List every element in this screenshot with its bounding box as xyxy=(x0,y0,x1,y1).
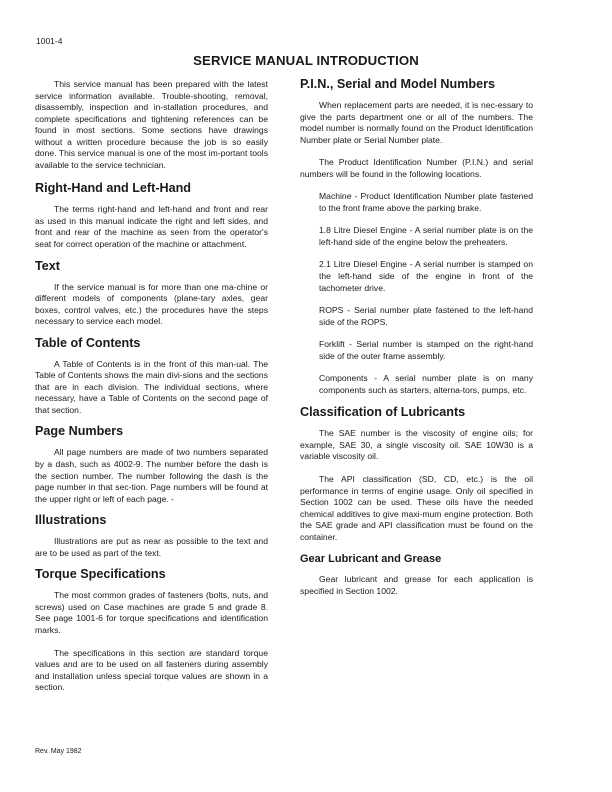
heading-page-numbers: Page Numbers xyxy=(35,424,124,439)
right-column xyxy=(300,77,533,597)
intro-paragraph: This service manual has been prepared with the latest service information available. Trouble-shooting, removal, disassembly, inspection and in-stallation procedures, and complete specifications and tightening references can be found in most sections. Some sections have drawings without a written procedure because the job is so easily done. This service manual is one of the most im-portant tools available to the service technician. xyxy=(35,79,268,170)
location-forklift: Forklift - Serial number is stamped on the right-hand side of the outer frame assembly. xyxy=(319,339,533,361)
heading-right-left-hand: Right-Hand and Left-Hand xyxy=(35,181,192,196)
heading-classification-of-lubricants: Classification of Lubricants xyxy=(300,405,466,420)
heading-gear-lubricant-grease: Gear Lubricant and Grease xyxy=(300,553,442,566)
lubricants-paragraph-1: The SAE number is the viscosity of engine oils; for example, SAE 30, a single viscosity oil. SAE 10W30 is a variable viscosity oil. xyxy=(300,428,533,462)
table-of-contents-paragraph: A Table of Contents is in the front of this man-ual. The Table of Contents shows the main divi-sions and the sections that are in each division. The individual sections, where necessary, have a Table of Contents on the second page of that section. xyxy=(35,358,268,415)
heading-illustrations: Illustrations xyxy=(35,513,107,528)
text-paragraph: If the service manual is for more than one ma-chine or different models of components (plane-tary axles, gear boxes, control valves, etc.) the procedures have the steps necessary to service each model. xyxy=(35,281,268,327)
location-components: Components - A serial number plate is on many components such as starters, alterna-tors, pumps, etc. xyxy=(319,373,533,395)
heading-pin-serial-model: P.I.N., Serial and Model Numbers xyxy=(300,77,496,91)
location-rops: ROPS - Serial number plate fastened to the left-hand side of the ROPS. xyxy=(319,305,533,327)
page-numbers-paragraph: All page numbers are made of two numbers separated by a dash, such as 4002-9. The number before the dash is the section number. The number following the dash is the page number in that sec-tion. Page numbers will be found at the upper right or left of each page. - xyxy=(35,447,268,504)
location-machine: Machine - Product Identification Number plate fastened to the front frame above the parking brake. xyxy=(319,191,533,213)
heading-text: Text xyxy=(35,258,60,273)
gear-lubricant-paragraph: Gear lubricant and grease for each application is specified in Section 1002. xyxy=(300,574,533,596)
illustrations-paragraph: Illustrations are put as near as possible to the text and are to be used as part of the text. xyxy=(35,536,268,558)
left-column xyxy=(35,79,268,694)
right-left-hand-paragraph: The terms right-hand and left-hand and front and rear as used in this manual indicate the right and left sides, and front and rear of the machine as seen from the operator's seat for correct operation of the machine or attachment. xyxy=(35,204,268,250)
page-number: 1001-4 xyxy=(36,36,63,46)
pin-paragraph-1: When replacement parts are needed, it is nec-essary to give the parts department one or all of the numbers. The model number is normally found on the Product Identification Number plate or Serial Number plate. xyxy=(300,100,533,145)
page-title: SERVICE MANUAL INTRODUCTION xyxy=(193,53,419,68)
heading-torque-specifications: Torque Specifications xyxy=(35,567,166,582)
location-2-1-engine: 2.1 Litre Diesel Engine - A serial number is stamped on the left-hand side of the engine in front of the tachometer drive. xyxy=(319,259,533,293)
pin-paragraph-2: The Product Identification Number (P.I.N.) and serial numbers will be found in the following locations. xyxy=(300,157,533,179)
heading-table-of-contents: Table of Contents xyxy=(35,335,141,350)
torque-paragraph-2: The specifications in this section are standard torque values and are to be used on all fasteners during assembly and installation unless special torque values are shown in a section. xyxy=(35,647,268,693)
lubricants-paragraph-2: The API classification (SD, CD, etc.) is the oil performance in terms of engine usage. Only oil specified in Section 1002 can be used. These oils have the needed chemical additives to give maxi-mum engine protection. Both the SAE grade and API classification must be found on the container. xyxy=(300,474,533,542)
location-1-8-engine: 1.8 Litre Diesel Engine - A serial number plate is on the left-hand side of the engine below the preheaters. xyxy=(319,225,533,247)
revision-date: Rev. May 1982 xyxy=(35,748,82,755)
torque-paragraph-1: The most common grades of fasteners (bolts, nuts, and screws) used on Case machines are grade 5 and grade 8. See page 1001-6 for torque specifications and identification marks. xyxy=(35,590,268,635)
